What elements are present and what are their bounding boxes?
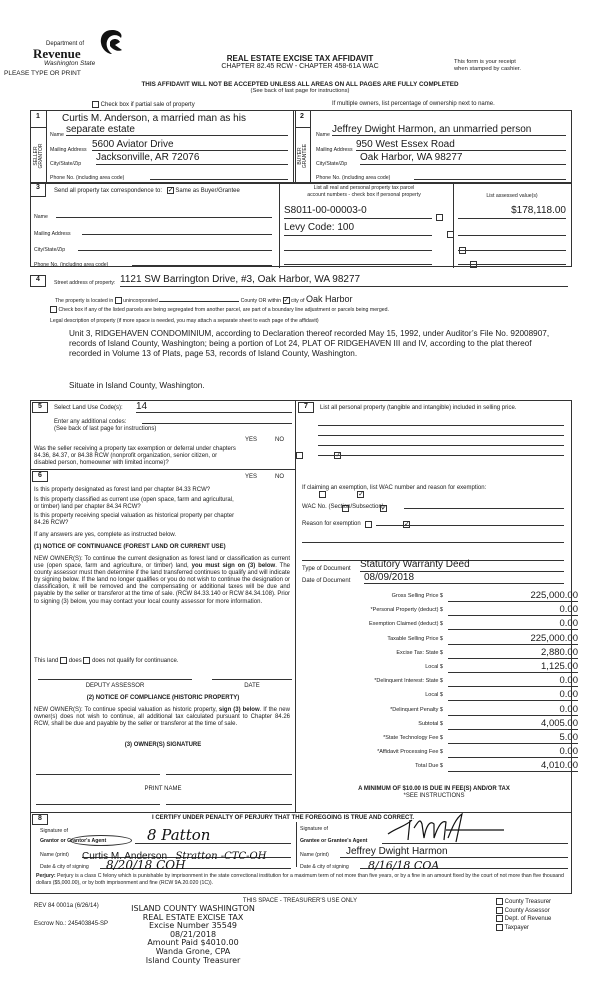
doc-date-value: 08/09/2018 (364, 572, 415, 583)
warning-text: THIS AFFIDAVIT WILL NOT BE ACCEPTED UNLESS ALL AREAS ON ALL PAGES ARE FULLY COMPLETED (141, 81, 459, 88)
grantor-name-label: Name (50, 132, 64, 138)
grantee-name-print-label: Name (print) (300, 852, 329, 858)
grantee-date-value: 8/16/18 COA (368, 859, 440, 872)
section-7-number: 7 (298, 402, 314, 413)
grantor-mailing-field[interactable] (92, 139, 288, 151)
parcel-account-value: S8011-00-00003-0 (284, 205, 367, 216)
escrow-number: Escrow No.: 245403845-SP (34, 921, 109, 927)
does-label: does (68, 658, 82, 665)
grantee-mailing-field[interactable] (356, 139, 566, 151)
amount-row (300, 647, 590, 659)
s3-city-label: City/State/Zip (34, 247, 66, 253)
amount-value[interactable]: 4,005.00 (448, 718, 578, 730)
amount-label: *Delinquent Interest: State $ (374, 678, 443, 685)
s3-phone-field[interactable] (132, 256, 272, 266)
amount-row (300, 604, 590, 616)
receipt-note-2: when stamped by cashier. (454, 66, 522, 72)
amount-label: Local $ (425, 664, 443, 670)
doc-type-label: Type of Document (302, 566, 351, 572)
amount-label: *Delinquent Penalty $ (390, 706, 443, 713)
amount-label: Taxable Selling Price $ (387, 635, 443, 642)
see-back-text: (See back of last page for instructions) (250, 88, 350, 94)
copy-distribution (496, 898, 551, 932)
print-name-line-2[interactable] (166, 795, 292, 805)
city-value: Oak Harbor (305, 294, 353, 304)
grantor-mailing-label: Mailing Address (50, 147, 87, 153)
amount-value[interactable]: 0.00 (448, 675, 578, 687)
amount-label: Gross Selling Price $ (391, 593, 443, 599)
multiple-owners-note: If multiple owners, list percentage of ownership next to name. (332, 101, 495, 107)
section-2-number: 2 (300, 113, 304, 120)
parcel-header-2: account numbers - check box if personal property (307, 191, 421, 198)
reason-exemption-label: Reason for exemption (302, 521, 361, 527)
amount-row (300, 590, 590, 602)
grantor-signature: 8 Patton (147, 826, 211, 844)
assessor-date-line[interactable] (212, 670, 292, 680)
amount-label: Subtotal $ (418, 720, 443, 727)
grantor-name-print-label: Name (print) (40, 852, 69, 858)
doc-type-field[interactable] (360, 559, 564, 572)
copy-dept-revenue[interactable]: Dept. of Revenue (496, 915, 551, 924)
parcel-account-field[interactable] (284, 238, 432, 251)
county-or-within: County OR within (240, 298, 282, 304)
qualifies-checkbox[interactable] (60, 657, 67, 664)
parcel-account-field[interactable] (284, 222, 432, 236)
additional-codes-field[interactable] (142, 416, 292, 424)
grantee-mailing-label: Mailing Address (316, 147, 353, 153)
amount-row (300, 746, 590, 758)
land-use-code-value: 14 (136, 401, 148, 412)
exemption-question: Was the seller receiving a property tax exemption or deferral under chapters 84.36, 84.37, or 84.38 RCW (nonprofit organization, senior citizen, or disabled person, homeowner with limited income)? (34, 446, 236, 466)
grantee-name-value: Jeffrey Dwight Harmon, an unmarried person (332, 124, 532, 135)
amount-row (300, 689, 590, 701)
owner-signature-line-1[interactable] (36, 765, 160, 775)
grantor-date-field[interactable] (100, 856, 291, 872)
amount-value[interactable]: 0.00 (448, 618, 578, 630)
land-use-code-field[interactable] (136, 401, 292, 413)
if-yes-note: If any answers are yes, complete as instructed below. (34, 532, 177, 538)
amount-label: Local $ (425, 692, 443, 699)
county-field[interactable] (159, 296, 239, 302)
section-6-number: 6 (32, 471, 48, 482)
assessed-value: $178,118.00 (511, 205, 566, 216)
treasurer-use-label: THIS SPACE - TREASURER'S USE ONLY (242, 898, 358, 904)
stamp-line: REAL ESTATE EXCISE TAX (142, 912, 244, 922)
copy-county-assessor[interactable]: County Assessor (496, 907, 551, 916)
amount-row (300, 675, 590, 687)
personal-property-line-3[interactable] (318, 438, 564, 446)
amount-value[interactable]: 0.00 (448, 689, 578, 701)
amount-value[interactable]: 4,010.00 (448, 760, 578, 772)
land-use-label: Select Land Use Code(s): (54, 405, 123, 411)
legal-description-label: Legal description of property (if more space is needed, you may attach a separate sheet to each page of the affidavit) (50, 318, 319, 324)
parcel-account-field[interactable] (284, 205, 432, 219)
print-name-label: PRINT NAME (144, 786, 182, 792)
stamp-line: ISLAND COUNTY WASHINGTON (131, 904, 255, 913)
section-8-number: 8 (32, 814, 48, 825)
amount-label: Excise Tax: State $ (396, 649, 443, 656)
amount-label: *Personal Property (deduct) $ (370, 607, 443, 614)
amount-value[interactable]: 225,000.00 (448, 633, 578, 645)
grantor-date-value: 8/20/18 COH (106, 858, 186, 872)
parcel-account-field[interactable] (284, 253, 432, 265)
section-4-number: 4 (30, 275, 46, 287)
located-prefix: The property is located in (55, 298, 114, 304)
notice-compliance-title: (2) NOTICE OF COMPLIANCE (HISTORIC PROPERTY) (86, 695, 240, 701)
historic-question: Is this property receiving special valuation as historical property per chapter 84.26 RCW? (34, 513, 235, 526)
grantee-name-field[interactable] (332, 124, 566, 136)
s3-phone-label: Phone No. (including area code) (34, 262, 109, 268)
s5-no-header: NO (275, 437, 284, 443)
owner-signature-line-2[interactable] (166, 765, 292, 775)
assessed-value-field[interactable] (458, 253, 566, 265)
notice-continuance-text: NEW OWNER(S): To continue the current designation as forest land or classification as current use (open space, farm and agriculture, or timber) land, you must sign on (3) below. The county assessor must then determine if the land transferred continues to qualify and will indicate by signing below. If the land no longer qualifies or you do not wish to continue the designation or classification, it will be removed and the compensating or additional taxes will be due and payable by the seller or transferor at the time of sale. (RCW 84.33.140 or RCW 84.34.108). Prior to signing (3) below, you may contact your local county assessor for more information. (34, 556, 290, 605)
reason-exemption-field[interactable] (376, 518, 564, 526)
personal-property-checkbox[interactable] (447, 231, 454, 238)
stamp-line: Excise Number 35549 (148, 921, 238, 931)
personal-property-line-2[interactable] (318, 428, 564, 436)
unincorporated-label: unincorporated (123, 298, 158, 304)
current-use-question: Is this property classified as current use (open space, farm and agricultural, or timber) land per chapter 84.34 RCW? (34, 497, 234, 510)
same-as-buyer-label: Same as Buyer/Grantee (175, 188, 240, 195)
grantor-agent-note: Stratton -CTC-OH (175, 851, 267, 862)
amount-value[interactable]: 0.00 (448, 746, 578, 758)
assessed-value-field[interactable] (458, 222, 566, 236)
street-address-field[interactable] (120, 274, 568, 287)
grantee-sig-label-2: Grantee or Grantee's Agent (300, 838, 368, 844)
s3-city-field[interactable] (78, 241, 272, 251)
deputy-assessor-signature-line[interactable] (38, 670, 192, 680)
partial-sale-checkbox[interactable] (92, 101, 99, 108)
amount-row (300, 633, 590, 645)
seller-grantor-label: SELLER GRANTOR (33, 143, 44, 169)
same-as-buyer-checkbox[interactable] (167, 187, 174, 194)
legal-description: Unit 3, RIDGEHAVEN CONDOMINIUM, according to Declaration thereof recorded May 15, 1992, under Auditor’s File No. 92008907, records of Island County, Washington; being a portion of Lot 24, PLAT OF RIDGEHAVEN III and IV, according to the plat thereof recorded in Volume 13 of Plats, page 53, records of Island County, Washington. (69, 329, 550, 358)
parcel-account-value: Levy Code: 100 (284, 222, 355, 233)
minimum-due-note: A MINIMUM OF $10.00 IS DUE IN FEE(S) AND/OR TAX (358, 786, 510, 792)
dor-logo (28, 28, 128, 68)
agency-line-2: Revenue (33, 46, 81, 61)
amount-row (300, 618, 590, 630)
does-not-qualify-checkbox[interactable] (83, 657, 90, 664)
grantee-name-print: Jeffrey Dwight Harmon (346, 846, 448, 857)
receipt-note-1: This form is your receipt (454, 59, 516, 65)
grantor-phone-label: Phone No. (including area code) (50, 175, 125, 181)
section-3-number: 3 (30, 183, 46, 197)
unincorporated-checkbox[interactable] (115, 297, 122, 304)
grantor-city-value: Jacksonville, AR 72076 (96, 152, 200, 163)
reason-exemption-line-2[interactable] (302, 535, 564, 543)
amount-value[interactable]: 5.00 (448, 732, 578, 744)
s3-mailing-field[interactable] (82, 225, 272, 235)
treasurer-stamp (118, 905, 268, 965)
grantor-date-label: Date & city of signing (40, 864, 89, 870)
grantor-name-print: Curtis M. Anderson (82, 851, 168, 862)
owner-signature-title: (3) OWNER(S) SIGNATURE (124, 742, 202, 748)
notice-compliance-text: NEW OWNER(S): To continue special valuation as historic property, sign (3) below. If the new owner(s) does not wish to continue, all additional tax calculated pursuant to Chapter 84.26 RCW, shall be due and payable by the seller or transferor at the time of sale. (34, 707, 290, 728)
amount-row (300, 704, 590, 716)
amount-value[interactable]: 225,000.00 (448, 590, 578, 602)
grantor-name-line-1: Curtis M. Anderson, a married man as his (62, 113, 246, 124)
personal-property-line-4[interactable] (318, 448, 564, 456)
wac-no-label: WAC No. (Section/Subsection) (302, 504, 384, 510)
additional-codes-note: (See back of last page for instructions) (54, 426, 157, 432)
assessed-header: List assessed value(s) (486, 193, 538, 199)
grantor-name-field[interactable] (66, 124, 288, 136)
grantee-date-field[interactable] (360, 856, 568, 872)
grantor-name-line-2: separate estate (66, 124, 135, 135)
section-6-divider (30, 469, 296, 470)
grantor-city-field[interactable] (96, 152, 288, 165)
s6-yes-header: YES (245, 474, 258, 480)
grantee-phone-field[interactable] (414, 170, 566, 180)
amount-row (300, 732, 590, 744)
forest-land-question: Is this property designated as forest land per chapter 84.33 RCW? (34, 487, 211, 493)
amount-value[interactable]: 0.00 (448, 604, 578, 616)
perjury-certify: I CERTIFY UNDER PENALTY OF PERJURY THAT THE FOREGOING IS TRUE AND CORRECT. (152, 815, 415, 821)
doc-type-value: Statutory Warranty Deed (360, 559, 470, 570)
grantee-signature (386, 812, 506, 846)
exemption-wac-label: If claiming an exemption, list WAC number and reason for exemption: (302, 485, 487, 491)
segregated-label: Check box if any of the listed parcels are being segregated from another parcel, are part of a boundary line adjustment or parcels being merged. (58, 306, 389, 313)
grantee-signature-field[interactable] (382, 830, 568, 844)
agency-line-1: Department of (46, 41, 85, 47)
grantee-city-value: Oak Harbor, WA 98277 (360, 152, 463, 163)
section-1-number: 1 (36, 113, 40, 120)
amount-row (300, 718, 590, 730)
grantee-city-label: City/State/Zip (316, 161, 348, 167)
deputy-assessor-label: DEPUTY ASSESSOR (85, 683, 145, 689)
grantee-mailing-value: 950 West Essex Road (356, 139, 455, 150)
form-title: REAL ESTATE EXCISE TAX AFFIDAVIT (226, 54, 374, 63)
s3-mailing-label: Mailing Address (34, 231, 71, 237)
grantee-phone-label: Phone No. (including area code) (316, 175, 391, 181)
grantor-agent-circle (70, 835, 132, 846)
form-id: REV 84 0001a (6/26/14) (34, 903, 99, 909)
amount-value[interactable]: 2,880.00 (448, 647, 578, 659)
assessor-date-label: DATE (244, 683, 260, 689)
city-of-label: city of (290, 298, 305, 304)
send-correspondence-label: Send all property tax correspondence to: (54, 188, 163, 195)
situate-text: Situate in Island County, Washington. (69, 381, 205, 390)
qualify-prefix: This land (34, 658, 59, 665)
amount-value[interactable]: 1,125.00 (448, 661, 578, 673)
grantor-phone-field[interactable] (150, 170, 288, 180)
buyer-grantee-label: BUYER GRANTEE (297, 143, 308, 169)
personal-property-checkbox[interactable] (436, 214, 443, 221)
s5-yes-header: YES (245, 437, 258, 443)
segregated-checkbox[interactable] (50, 306, 57, 313)
wac-no-field[interactable] (404, 501, 564, 509)
doc-date-label: Date of Document (302, 578, 351, 584)
partial-sale-label: Check box if partial sale of property (100, 102, 195, 109)
see-instructions-note: *SEE INSTRUCTIONS (403, 793, 465, 799)
s6-no-header: NO (275, 474, 284, 480)
stamp-line: Amount Paid $4010.00 (147, 938, 239, 948)
section-8-divider (296, 822, 297, 867)
stamp-line: 08/21/2018 (169, 929, 217, 939)
grantor-sig-label-2: Grantor or Grantor's Agent (40, 838, 107, 844)
personal-property-label: List all personal property (tangible and intangible) included in selling price. (320, 405, 517, 411)
amount-row (300, 760, 590, 772)
street-address-value: 1121 SW Barrington Drive, #3, Oak Harbor, WA 98277 (120, 274, 361, 285)
partial-sale-option[interactable] (92, 101, 195, 108)
grantor-signature-field[interactable] (135, 826, 291, 844)
amount-label: *State Technology Fee $ (383, 735, 443, 741)
stamp-line: Island County Treasurer (145, 955, 241, 965)
perjury-notice: Perjury: Perjury is a class C felony which is punishable by imprisonment in the state correctional institution for a maximum term of not more than five years, or by a fine in an amount fixed by the court of not more than five thousand dollars ($5,000.00), or by both imprisonment and fine (RCW 9A.20.020 (1C)). (36, 873, 564, 886)
copy-county-treasurer[interactable]: County Treasurer (496, 898, 551, 907)
dor-swirl-icon (98, 28, 126, 56)
stamp-line: Wanda Grone, CPA (155, 946, 231, 956)
parcel-header-1: List all real and personal property tax parcel (313, 185, 415, 191)
print-name-line-1[interactable] (36, 795, 160, 805)
amount-label: Total Due $ (415, 763, 443, 770)
amount-row (300, 661, 590, 673)
amount-label: *Affidavit Processing Fee $ (377, 749, 443, 756)
agency-line-3: Washington State (44, 60, 96, 67)
does-not-label: does not qualify for continuance. (92, 658, 179, 665)
grantee-sig-label-1: Signature of (300, 826, 328, 832)
grantor-sig-label-1: Signature of (40, 828, 68, 834)
s3-name-field[interactable] (56, 208, 272, 218)
form-subtitle: CHAPTER 82.45 RCW - CHAPTER 458-61A WAC (221, 63, 379, 70)
section-5-number: 5 (32, 402, 48, 413)
amount-label: Exemption Claimed (deduct) $ (369, 621, 443, 628)
amount-value[interactable]: 0.00 (448, 704, 578, 716)
street-address-label: Street address of property: (54, 280, 116, 286)
grantor-city-label: City/State/Zip (50, 161, 82, 167)
personal-property-line-1[interactable] (318, 418, 564, 426)
copy-taxpayer[interactable]: Taxpayer (496, 924, 551, 933)
doc-date-field[interactable] (364, 572, 564, 584)
s3-name-label: Name (34, 214, 48, 220)
grantee-name-label: Name (316, 132, 330, 138)
assessed-value-field[interactable] (458, 205, 566, 219)
grantee-city-field[interactable] (360, 152, 566, 165)
assessed-value-field[interactable] (458, 238, 566, 251)
city-checkbox[interactable] (283, 297, 290, 304)
notice-continuance-title: (1) NOTICE OF CONTINUANCE (FOREST LAND OR CURRENT USE) (34, 544, 226, 550)
please-type: PLEASE TYPE OR PRINT (4, 70, 81, 77)
grantor-mailing-value: 5600 Aviator Drive (92, 139, 174, 150)
additional-codes-label: Enter any additional codes: (54, 419, 127, 425)
grantee-date-label: Date & city of signing (300, 864, 349, 870)
